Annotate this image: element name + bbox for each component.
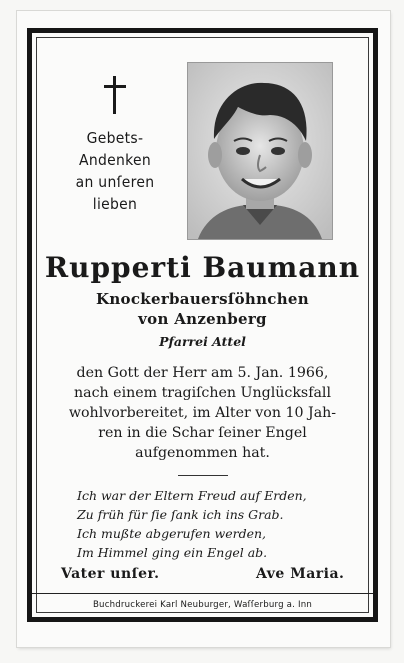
poem-line: Ich mußte abgerufen werden, [77, 526, 267, 541]
poem-line: Im Himmel ging ein Engel ab. [77, 545, 268, 560]
poem-line: Ich war der Eltern Freud auf Erden, [77, 488, 307, 503]
intro-line: lieben [92, 195, 138, 213]
printer-divider [32, 593, 373, 594]
divider [178, 475, 228, 476]
portrait-image [188, 63, 332, 239]
intro-line: Gebets- [86, 129, 144, 147]
prayer-hail-mary: Ave Maria. [256, 566, 345, 582]
poem-line: Zu früh für ſie ſank ich ins Grab. [77, 507, 284, 522]
body-line: den Gott der Herr am 5. Jan. 1966, [76, 365, 329, 381]
intro-line: Andenken [79, 151, 151, 169]
memorial-text [50, 363, 355, 463]
body-line: aufgenommen hat. [135, 445, 270, 461]
intro-text [50, 127, 180, 215]
cross-icon [102, 76, 128, 114]
subtitle-line: von Anzenberg [138, 310, 267, 328]
parish-label: Pfarrei Attel [159, 334, 246, 349]
body-line: wohlvorbereitet, im Alter von 10 Jah- [68, 405, 337, 421]
deceased-name: Rupperti Baumann [44, 251, 361, 284]
body-line: nach einem tragiſchen Unglücksfall [73, 385, 332, 401]
body-line: ren in die Schar ſeiner Engel [98, 425, 307, 441]
printer-imprint: Buchdruckerei Karl Neuburger, Waſſerburg a. Inn [92, 600, 313, 610]
prayer-our-father: Vater unſer. [61, 566, 160, 582]
intro-line: an unſeren [75, 173, 155, 191]
boy-portrait [187, 62, 333, 240]
subtitle-line: Knockerbauersſöhnchen [96, 290, 309, 308]
poem [77, 486, 347, 562]
